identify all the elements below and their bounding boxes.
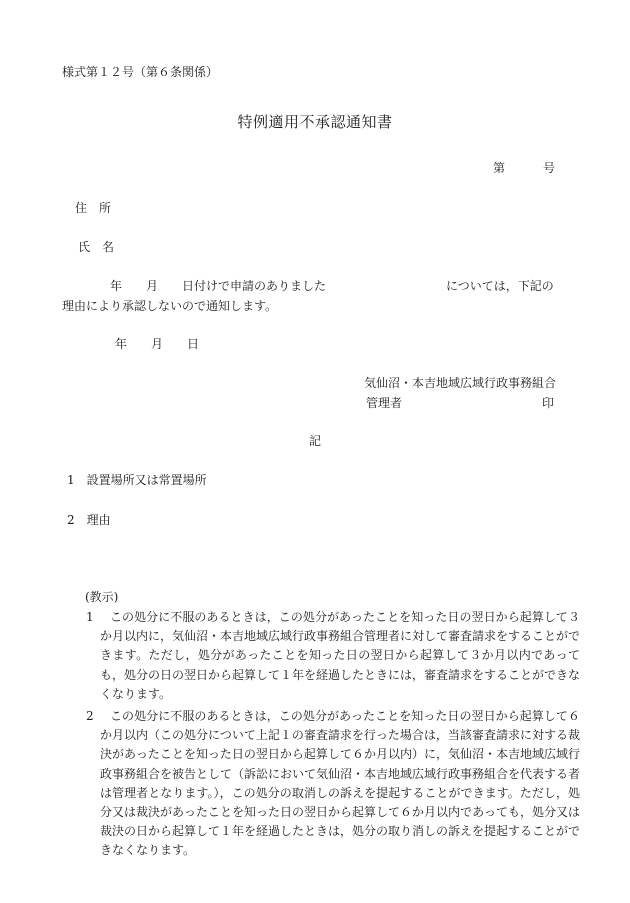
ki-heading: 記 xyxy=(308,434,321,448)
issuer-organization: 気仙沼・本吉地域広域行政事務組合 xyxy=(363,376,556,390)
item-reason: 2 理由 xyxy=(67,513,111,527)
seal-mark: 印 xyxy=(542,396,555,410)
form-number: 様式第１２号（第６条関係） xyxy=(62,65,219,79)
doc-number-label: 第 xyxy=(493,161,506,175)
notice-date: 年 月 日 xyxy=(115,337,200,351)
item-installation-place: 1 設置場所又は常置場所 xyxy=(67,473,207,487)
instruction-heading: (教示) xyxy=(85,590,119,604)
note-text: この処分に不服のあるときは，この処分があったことを知った日の翌日から起算して６か月以内（この処分について上記１の審査請求を行った場合は，当該審査請求に対する裁決があったことを知った日の翌日から起算して６か月以内）に，気仙沼・本吉地域広域行政事務組合を被告として（訴訟において気仙沼・本吉地域広域行政事務組合を代表する者は管理者となります。），この処分の取消しの訴えを提起することができます。ただし，処分又は裁決があったことを知った日の翌日から起算して６か月以内であっても，処分又は裁決の日から起算して１年を経過したときは，処分の取り消しの訴えを提起することができなくなります。 xyxy=(100,709,581,858)
body-line-2: 理由により承認しないので通知します。 xyxy=(62,299,278,313)
note-number: 1 xyxy=(86,610,94,624)
name-label: 氏名 xyxy=(78,240,127,254)
manager-label: 管理者 xyxy=(366,396,403,410)
instruction-note-1 xyxy=(86,608,581,704)
address-label: 住所 xyxy=(75,201,124,215)
note-number: 2 xyxy=(86,709,94,723)
body-line-1: 年 月 日付けで申請のありました については，下記の xyxy=(62,279,554,293)
note-text: この処分に不服のあるときは，この処分があったことを知った日の翌日から起算して３か月以内に，気仙沼・本吉地域広域行政事務組合管理者に対して審査請求をすることができます。ただし，処分があったことを知った日の翌日から起算して３か月以内であっても，処分の日の翌日から起算して１年を経過したときには，審査請求をすることができなくなります。 xyxy=(100,610,581,701)
document-title: 特例適用不承認通知書 xyxy=(237,113,393,131)
instruction-note-2 xyxy=(86,707,581,861)
doc-number-suffix: 号 xyxy=(543,161,556,175)
